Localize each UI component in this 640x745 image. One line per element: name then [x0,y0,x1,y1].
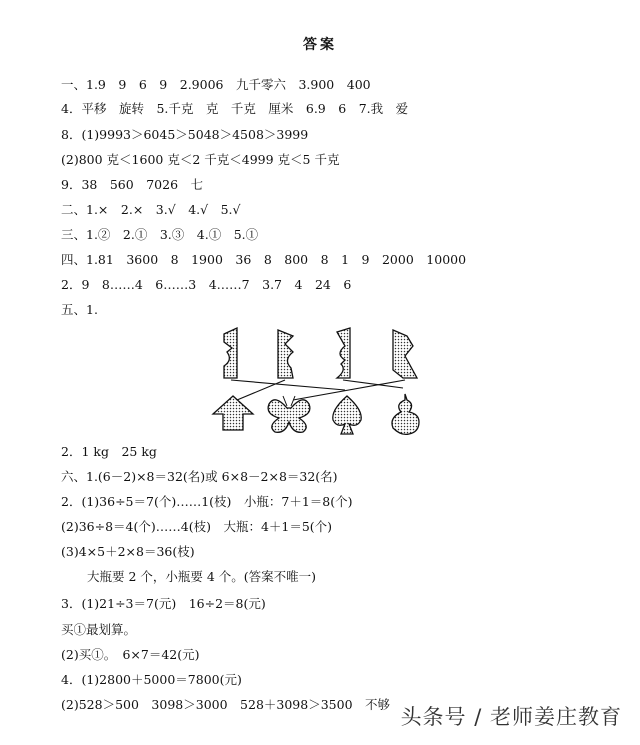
answer-line-7: 三、1.② 2.① 3.③ 4.① 5.① [61,227,259,242]
answer-line-17: 3．(1)21÷3＝7(元) 16÷2＝8(元) [61,596,266,611]
answer-line-8: 四、1.81 3600 8 1900 36 8 800 8 1 9 2000 10000 [61,252,467,267]
answer-line-9: 2．9 8……4 6……3 4……7 3.7 4 24 6 [61,277,352,292]
answer-line-6: 二、1.× 2.× 3.√ 4.√ 5.√ [61,202,241,217]
half-shape-1 [224,328,237,378]
answer-line-1: 一、1.9 9 6 9 2.9006 九千零六 3.900 400 [61,77,371,92]
answer-line-16: 大瓶要 2 个，小瓶要 4 个。(答案不唯一) [87,569,317,584]
answer-line-10: 五、1. [61,302,98,317]
answer-line-18: 买①最划算。 [61,622,137,637]
half-shape-2 [278,330,293,378]
answer-line-11: 2．1 kg 25 kg [61,444,157,459]
answer-line-4: (2)800 克＜1600 克＜2 千克＜4999 克＜5 千克 [61,152,340,167]
half-shape-3 [337,328,350,378]
answer-line-19: (2)买①。 6×7＝42(元) [61,647,200,662]
answer-line-15: (3)4×5＋2×8＝36(枝) [61,544,195,559]
watermark: 头条号 / 老师姜庄教育 [400,705,622,729]
answer-title: 答案 [303,37,337,53]
answer-line-2: 4．平移 旋转 5.千克 克 千克 厘米 6.9 6 7.我 爱 [61,101,409,116]
matching-figure [205,326,445,436]
answer-line-12: 六、1.(6－2)×8＝32(名)或 6×8－2×8＝32(名) [61,469,338,484]
arrow-shape [213,396,253,430]
answer-line-5: 9．38 560 7026 七 [61,177,204,192]
spade-shape [333,396,361,434]
answer-line-14: (2)36÷8＝4(个)……4(枝) 大瓶：4＋1＝5(个) [61,519,333,534]
butterfly-shape [268,396,310,432]
answer-line-21: (2)528＞500 3098＞3000 528＋3098＞3500 不够 [61,697,391,712]
half-shape-4 [393,330,417,378]
answer-line-20: 4．(1)2800＋5000＝7800(元) [61,672,242,687]
matching-lines [231,380,405,400]
answer-line-3: 8．(1)9993＞6045＞5048＞4508＞3999 [61,127,309,142]
gourd-shape [392,394,419,434]
answer-line-13: 2．(1)36÷5＝7(个)……1(枝) 小瓶：7＋1＝8(个) [61,494,353,509]
